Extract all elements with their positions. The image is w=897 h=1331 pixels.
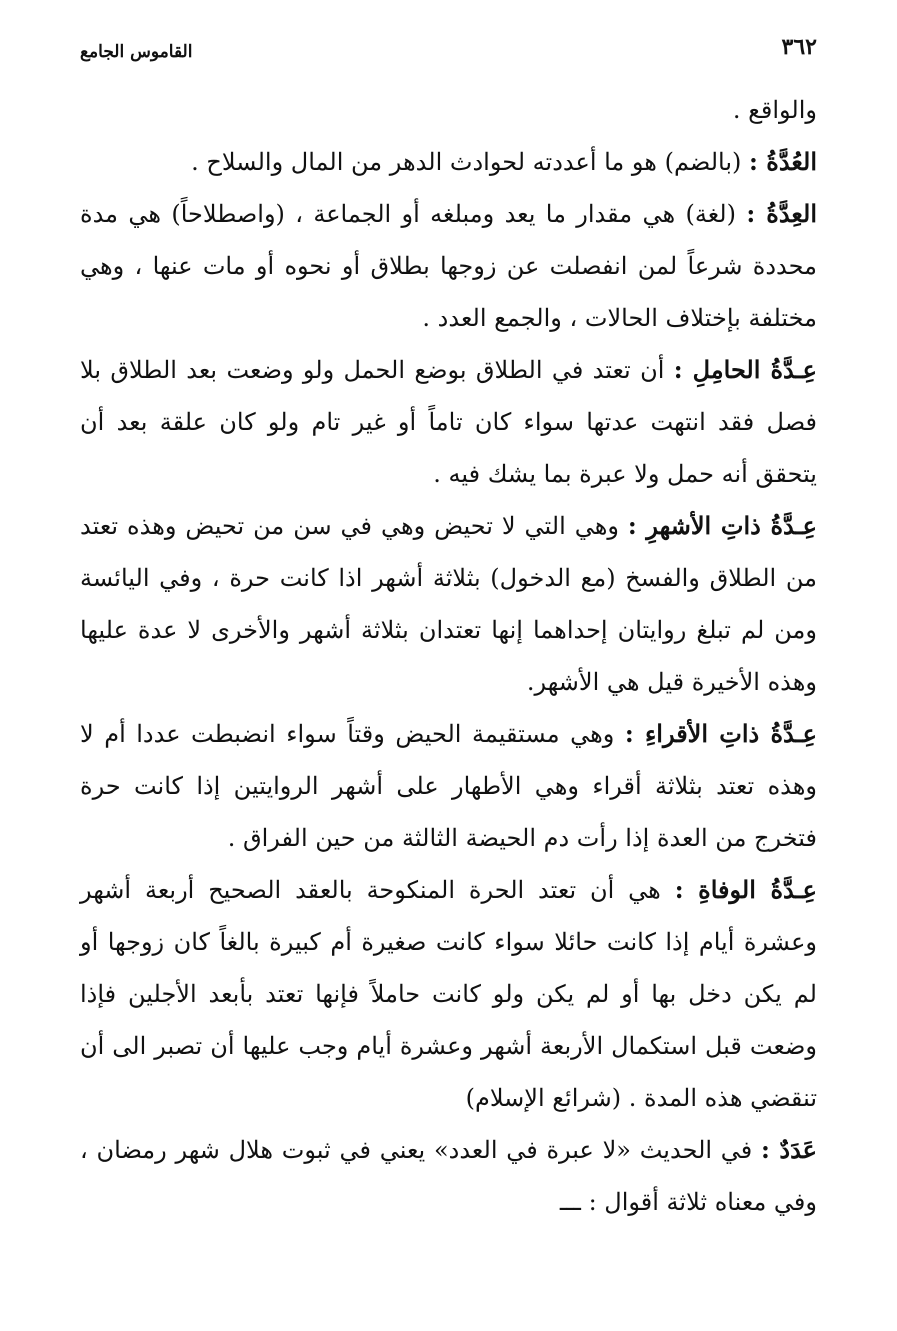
entry-term: عِـدَّةُ الحامِلِ : [673,355,817,384]
entry-text: في الحديث «لا عبرة في العدد» يعني في ثبوت هلال شهر رمضان ، وفي معناه ثلاثة أقوال : ـــ [80,1136,817,1216]
page-number: ٣٦٢ [781,34,817,60]
entry-term: العِدَّةُ : [746,199,817,228]
running-head [80,30,817,70]
entry-term: عِـدَّةُ الوفاةِ : [674,875,817,904]
entry-iddat-al-wafat [80,864,817,1124]
entry-term: عِـدَّةُ ذاتِ الأشهرِ : [627,511,817,540]
entry-term: عِـدَّةُ ذاتِ الأقراءِ : [624,719,817,748]
entry-text: هي أن تعتد الحرة المنكوحة بالعقد الصحيح أربعة أشهر وعشرة أيام إذا كانت حائلا سواء كانت صغيرة أم كبيرة بالغاً كان زوجها أو لم يكن دخل بها أو لم يكن ولو كانت حاملاً فإنها تعتد بأبعد الأجلين فإذا وضعت قبل استكمال الأربعة أشهر وعشرة أيام وجب عليها أن تصبر الى أن تنقضي هذه المدة . (شرائع الإسلام) [80,876,817,1112]
entry-iddat-dhat-al-ashhur [80,500,817,708]
entry-al-uddah [80,136,817,188]
entry-term: العُدَّةُ : [749,147,817,176]
entry-text: وهي مستقيمة الحيض وقتاً سواء انضبطت عددا أم لا وهذه تعتد بثلاثة أقراء وهي الأطهار على أشهر الروايتين إذا كانت حرة فتخرج من العدة إذا رأت دم الحيضة الثالثة من حين الفراق . [80,720,818,852]
entry-al-iddah [80,188,817,344]
entry-iddat-al-hamil [80,344,817,500]
dictionary-text [80,84,817,1228]
entry-continuation [80,84,817,136]
entry-text: والواقع . [732,96,817,124]
entry-text: (بالضم) هو ما أعددته لحوادث الدهر من المال والسلاح . [191,148,750,176]
entry-term: عَدَدٌ : [761,1135,817,1164]
entry-text: أن تعتد في الطلاق بوضع الحمل ولو وضعت بعد الطلاق بلا فصل فقد انتهت عدتها سواء كان تاماً أو غير تام ولو كان علقة بعد أن يتحقق أنه حمل ولا عبرة بما يشك فيه . [80,356,817,488]
entry-text: (لغة) هي مقدار ما يعد ومبلغه أو الجماعة ، (واصطلاحاً) هي مدة محددة شرعاً لمن انفصلت عن زوجها بطلاق أو نحوه أو مات عنها ، وهي مختلفة بإختلاف الحالات ، والجمع العدد . [80,200,817,332]
book-title: القاموس الجامع [80,42,193,62]
entry-iddat-dhat-al-aqra [80,708,817,864]
entry-text: وهي التي لا تحيض وهي في سن من تحيض وهذه تعتد من الطلاق والفسخ (مع الدخول) بثلاثة أشهر اذا كانت حرة ، وفي اليائسة ومن لم تبلغ روايتان إحداهما إنها تعتدان بثلاثة أشهر والأخرى لا عدة عليها وهذه الأخيرة قيل هي الأشهر. [80,512,817,696]
entry-adad [80,1124,817,1228]
